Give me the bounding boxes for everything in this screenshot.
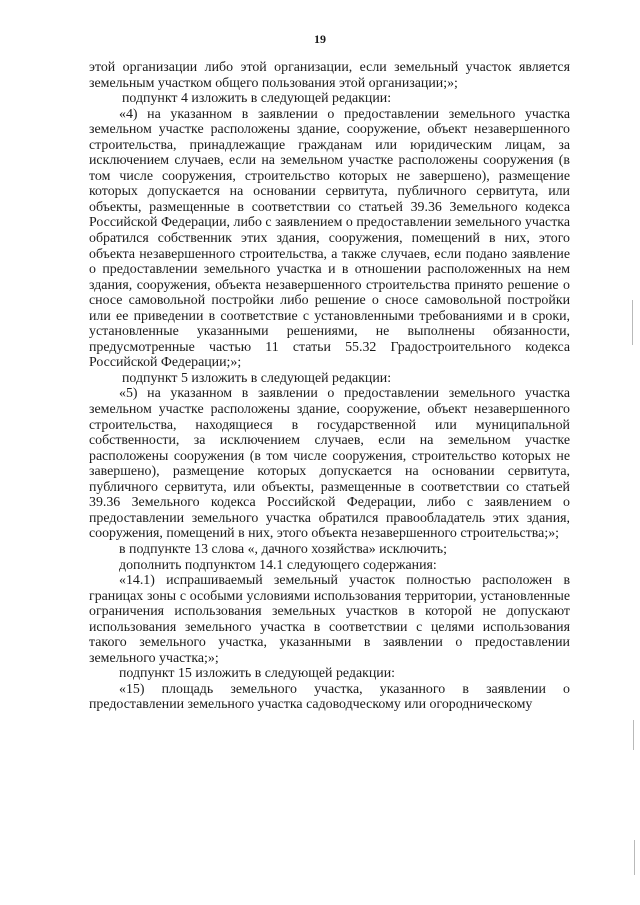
scan-edge-mark <box>632 300 633 345</box>
paragraph-subpoint-4-text: «4) на указанном в заявлении о предоставлении земельного участка земельном участке расположены здание, сооружение, объект незавершенного строительства, принадлежащие гражданам или юридическим лицам, за исключением случаев, если на земельном участке расположены сооружения (в том числе сооружения, строительство которых не завершено), размещение которых допускается на основании сервитута, публичного сервитута, или объекты, размещенные в соответствии со статьей 39.36 Земельного кодекса Российской Федерации, либо с заявлением о предоставлении земельного участка обратился собственник этих здания, сооружения, помещений в них, этого объекта незавершенного строительства, а также случаев, если подано заявление о предоставлении земельного участка и в отношении расположенных на нем здания, сооружения, объекта незавершенного строительства принято решение о сносе самовольной постройки либо решение о сносе самовольной постройки или ее приведении в соответствие с установленными требованиями и в сроки, установленные указанными решениями, не выполнены обязанности, предусмотренные частью 11 статьи 55.32 Градостроительного кодекса Российской Федерации;»; <box>89 106 570 371</box>
scan-edge-mark <box>634 840 635 875</box>
document-body <box>89 60 570 713</box>
paragraph-continuation: этой организации либо этой организации, если земельный участок является земельным участком общего пользования этой организации;»; <box>89 60 570 91</box>
paragraph-subpoint-5-text: «5) на указанном в заявлении о предоставлении земельного участка земельном участке расположены здание, сооружение, объект незавершенного строительства, находящиеся в государственной или муниципальной собственности, за исключением случаев, если на земельном участке расположены сооружения (в том числе сооружения, строительство которых не завершено), размещение которых допускается на основании сервитута, публичного сервитута, или объекты, размещенные в соответствии со статьей 39.36 Земельного кодекса Российской Федерации, либо с заявлением о предоставлении земельного участка обратился правообладатель этих здания, сооружения, помещений в них, этого объекта незавершенного строительства;»; <box>89 386 570 542</box>
page-number: 19 <box>314 32 326 46</box>
paragraph-subpoint-5-intro: подпункт 5 изложить в следующей редакции: <box>122 370 392 386</box>
paragraph-subpoint-15-text: «15) площадь земельного участка, указанного в заявлении о предоставлении земельного участка садоводческому или огородническому <box>89 681 570 713</box>
scan-edge-mark <box>633 720 634 750</box>
paragraph-subpoint-15-intro: подпункт 15 изложить в следующей редакции: <box>119 666 396 682</box>
paragraph-subpoint-4-intro: подпункт 4 изложить в следующей редакции: <box>122 91 392 107</box>
paragraph-subpoint-13: в подпункте 13 слова «, дачного хозяйства» исключить; <box>119 541 447 557</box>
paragraph-subpoint-14-1-intro: дополнить подпунктом 14.1 следующего содержания: <box>119 557 437 573</box>
paragraph-subpoint-14-1-text: «14.1) испрашиваемый земельный участок полностью расположен в границах зоны с особыми условиями использования территории, установленные ограничения использования земельных участков в которой не допускают использования земельного участка в соответствии с целями использования такого земельного участка, указанными в заявлении о предоставлении земельного участка;»; <box>89 573 570 666</box>
